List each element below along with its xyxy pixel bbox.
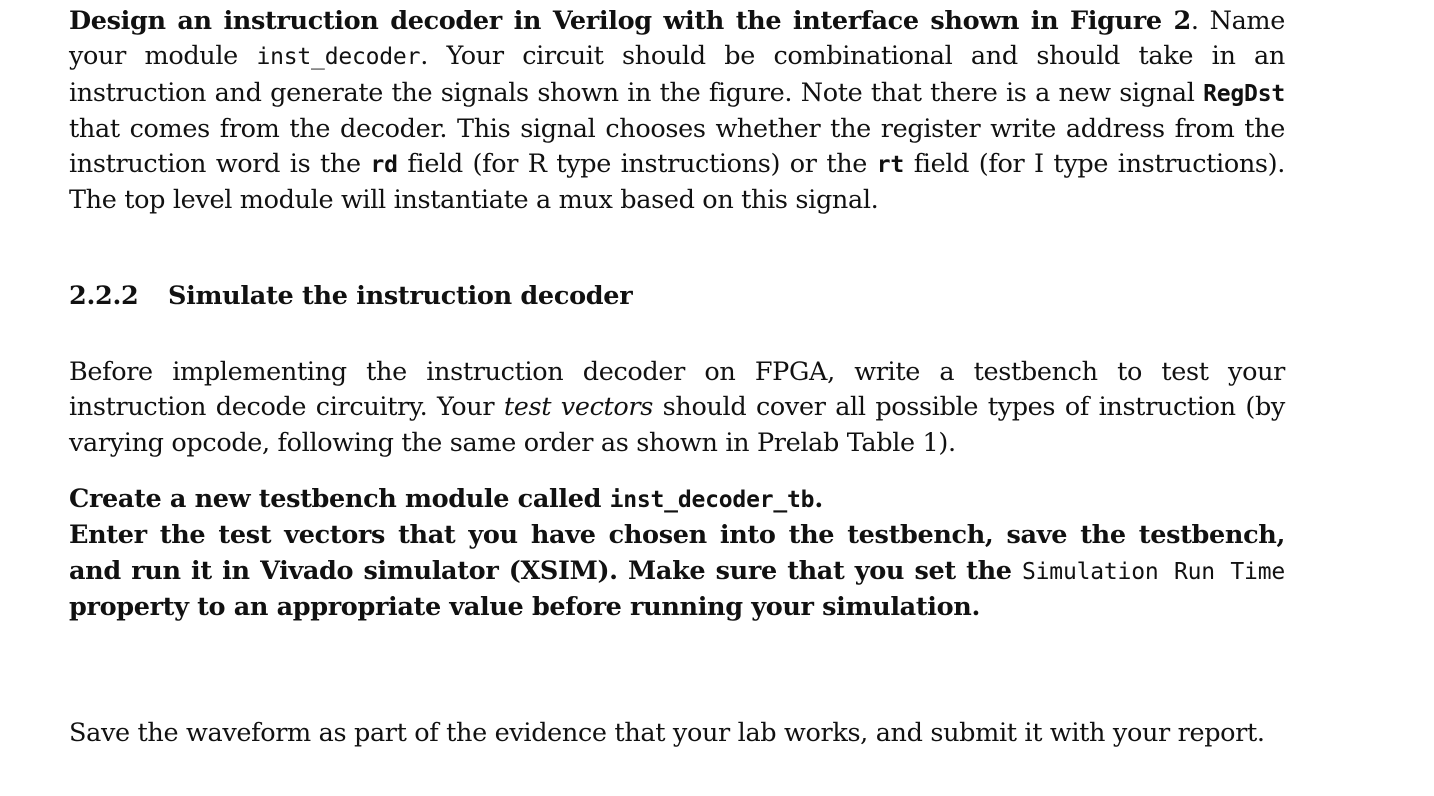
rt-field-code: rt <box>876 152 905 179</box>
save-waveform-paragraph: Save the waveform as part of the evidence that your lab works, and submit it with your report. <box>69 718 1265 748</box>
text-run: field (for I type instructions). The top level module will instantiate a mux based on this signal. <box>69 149 1286 216</box>
text-run: that comes from the decoder. This signal chooses whether the register write address from the instruction word is the <box>69 113 1285 180</box>
text-run: . Your circuit should be combinational and should take in an instruction and generate the signals shown in the figure. Note that there is a new signal <box>69 41 1285 108</box>
section-number: 2.2.2 <box>69 281 139 311</box>
simulation-run-time-code: Simulation Run Time <box>1022 558 1285 585</box>
testbench-run-lines <box>69 518 1285 625</box>
testbench-module-code: inst_decoder_tb <box>609 487 815 513</box>
text-run: property to an appropriate value before running your simulation. <box>69 591 980 622</box>
regdst-signal-code: RegDst <box>1203 80 1285 107</box>
module-name-code: inst_decoder <box>256 44 421 71</box>
text-run: . Name your module <box>69 6 1286 72</box>
section-title: Simulate the instruction decoder <box>168 281 633 311</box>
text-run: Before implementing the instruction decoder on FPGA, write a testbench to test your instruction decode circuitry. Your <box>69 357 1285 423</box>
testbench-instructions-paragraph <box>69 482 1285 625</box>
section-heading <box>69 279 1285 314</box>
text-run: field (for R type instructions) or the <box>397 149 877 180</box>
text-run: should cover all possible types of instruction (by varying opcode, following the same order as shown in Prelab Table 1). <box>69 392 1285 458</box>
text-run: Enter the test vectors that you have chosen into the testbench, save the testbench, and run it in Vivado simulator (XSIM). Make sure that you set the <box>69 520 1285 586</box>
text-run: . <box>814 484 823 514</box>
decoder-design-paragraph <box>69 4 1285 219</box>
design-instruction-bold: Design an instruction decoder in Verilog with the interface shown in Figure 2 <box>69 6 1191 36</box>
text-run: Create a new testbench module called <box>69 484 610 514</box>
testbench-intro-paragraph <box>69 355 1285 461</box>
rd-field-code: rd <box>370 152 398 179</box>
testbench-create-line <box>69 482 1285 518</box>
test-vectors-emphasis: test vectors <box>503 392 653 423</box>
